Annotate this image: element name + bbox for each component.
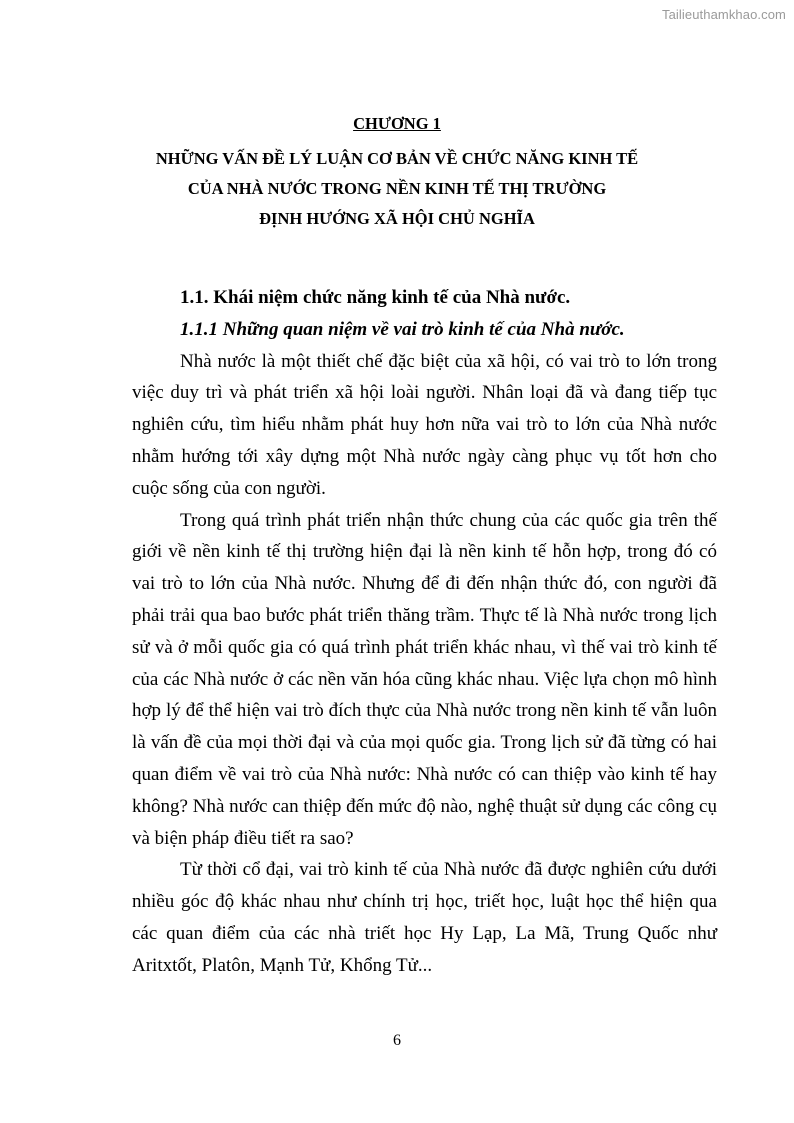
chapter-title-line-2: CỦA NHÀ NƯỚC TRONG NỀN KINH TẾ THỊ TRƯỜNG <box>187 179 607 198</box>
section-heading: 1.1. Khái niệm chức năng kinh tế của Nhà nước. <box>180 287 571 308</box>
chapter-title-line-1: NHỮNG VẤN ĐỀ LÝ LUẬN CƠ BẢN VỀ CHỨC NĂNG KINH TẾ <box>155 149 639 168</box>
paragraph-3: Từ thời cổ đại, vai trò kinh tế của Nhà nước đã được nghiên cứu dưới nhiều góc độ khác nhau như chính trị học, triết học, luật học thể hiện qua các quan điểm của các nhà triết học Hy Lạp, La Mã, Trung Quốc như Aritxtốt, Platôn, Mạnh Tử, Khổng Tử... <box>132 859 717 976</box>
watermark-text: Tailieuthamkhao.com <box>661 7 786 22</box>
chapter-heading <box>0 114 794 234</box>
paragraph-2: Trong quá trình phát triển nhận thức chung của các quốc gia trên thế giới về nền kinh tế thị trường hiện đại là nền kinh tế hỗn hợp, trong đó có vai trò to lớn của Nhà nước. Nhưng để đi đến nhận thức đó, con người đã phải trải qua bao bước phát triển thăng trầm. Thực tế là Nhà nước trong lịch sử và ở mỗi quốc gia có quá trình phát triển khác nhau, vì thế vai trò kinh tế của các Nhà nước ở các nền văn hóa cũng khác nhau. Việc lựa chọn mô hình hợp lý để thể hiện vai trò đích thực của Nhà nước trong nền kinh tế vẫn luôn là vấn đề của mọi thời đại và của mọi quốc gia. Trong lịch sử đã từng có hai quan điểm về vai trò của Nhà nước: Nhà nước có can thiệp vào kinh tế hay không? Nhà nước can thiệp đến mức độ nào, nghệ thuật sử dụng các công cụ và biện pháp điều tiết ra sao? <box>132 509 717 849</box>
chapter-number: CHƯƠNG 1 <box>353 114 441 133</box>
page-number: 6 <box>393 1032 401 1049</box>
subsection-heading: 1.1.1 Những quan niệm về vai trò kinh tế của Nhà nước. <box>180 318 625 340</box>
chapter-title-line-3: ĐỊNH HƯỚNG XÃ HỘI CHỦ NGHĨA <box>259 209 535 228</box>
paragraph-1: Nhà nước là một thiết chế đặc biệt của xã hội, có vai trò to lớn trong việc duy trì và phát triển xã hội loài người. Nhân loại đã và đang tiếp tục nghiên cứu, tìm hiểu nhằm phát huy hơn nữa vai trò to lớn của Nhà nước nhằm hướng tới xây dựng một Nhà nước ngày càng phục vụ tốt hơn cho cuộc sống của con người. <box>132 350 717 499</box>
document-body <box>132 282 717 982</box>
